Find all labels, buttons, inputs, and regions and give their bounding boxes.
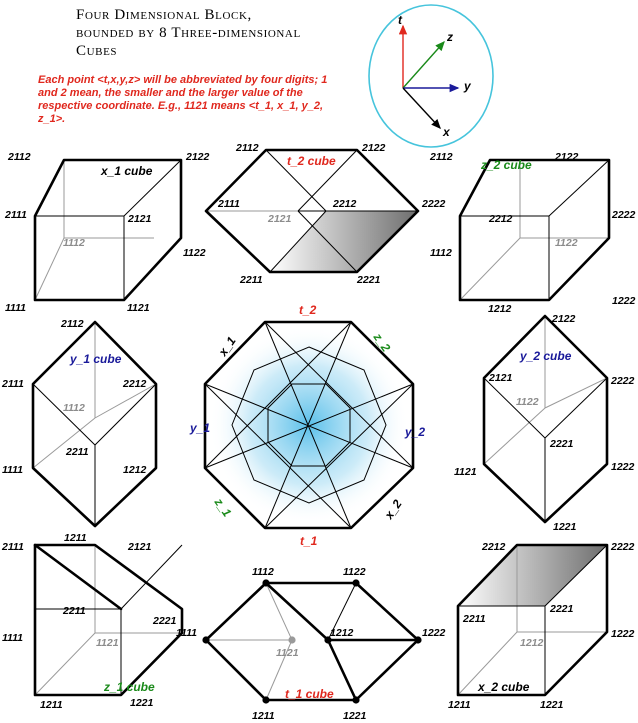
- z2-label-2112: 2112: [430, 151, 453, 163]
- t1-label-1122: 1122: [343, 566, 366, 578]
- y1-cube-name: y_1 cube: [70, 352, 122, 366]
- z1-cube-name: z_1 cube: [104, 680, 155, 694]
- x1-label-2111: 2111: [5, 209, 27, 221]
- t2-label-2111: 2111: [218, 198, 240, 210]
- cube-t2: [206, 142, 446, 286]
- t-axis-label: t: [398, 13, 402, 27]
- center-label-z2: z_2: [370, 330, 394, 355]
- z2-label-1212: 1212: [488, 303, 512, 315]
- t2-label-2221: 2221: [357, 274, 381, 286]
- z2-label-2222: 2222: [612, 209, 636, 221]
- y2-label-1121: 1121: [454, 466, 477, 478]
- z1-label-1121: 1121: [96, 637, 119, 649]
- x2-cube-name: x_2 cube: [478, 680, 530, 694]
- cube-t1: [176, 566, 446, 722]
- y2-cube-name: y_2 cube: [520, 349, 572, 363]
- cube-y1: [1, 318, 156, 544]
- x2-label-2212: 2212: [482, 541, 506, 553]
- x2-shaded-face: [458, 545, 607, 606]
- y2-label-1122: 1122: [516, 396, 539, 408]
- z2-label-1122: 1122: [555, 237, 578, 249]
- x1-label-2121: 2121: [128, 213, 152, 225]
- y-axis-label: y: [464, 79, 471, 93]
- t2-label-2211: 2211: [240, 274, 263, 286]
- y1-label-2112: 2112: [61, 318, 84, 330]
- abbreviation-note: Each point <t,x,y,z> will be abbreviated by four digits; 1 and 2 mean, the smaller and the larger value of the respective coordinate. E.g., 1121 means <t_1, x_1, y_2, z_1>.: [38, 74, 328, 125]
- z2-cube-name: z_2 cube: [481, 158, 532, 172]
- t2-shaded-face: [270, 211, 418, 272]
- x1-label-1112: 1112: [63, 237, 85, 249]
- y1-label-1112: 1112: [63, 402, 85, 414]
- y2-label-2221: 2221: [550, 438, 574, 450]
- cube-z2: [429, 151, 636, 315]
- z1-label-1221: 1221: [130, 697, 154, 709]
- t2-label-2112: 2112: [236, 142, 259, 154]
- y1-label-2111: 2111: [2, 378, 24, 390]
- z1-label-1111: 1111: [2, 632, 24, 644]
- x2-label-1221: 1221: [540, 699, 564, 711]
- z2-label-2212: 2212: [489, 213, 513, 225]
- cube-z1: [1, 541, 182, 711]
- t1-label-1221: 1221: [343, 710, 367, 722]
- cube-x2: [448, 541, 635, 711]
- center-label-z1: z_1: [211, 495, 235, 520]
- y2-label-1222: 1222: [611, 461, 635, 473]
- y1-label-1211: 1211: [64, 532, 87, 544]
- y1-label-2211: 2211: [66, 446, 89, 458]
- y2-label-1221: 1221: [553, 521, 577, 533]
- t2-label-2212: 2212: [333, 198, 357, 210]
- x-axis-arrow: [403, 88, 440, 128]
- t2-cube-name: t_2 cube: [287, 154, 336, 168]
- x2-label-2221: 2221: [550, 603, 574, 615]
- x1-label-1122: 1122: [183, 247, 206, 259]
- z1-label-1211: 1211: [40, 699, 63, 711]
- x1-cube-name: x_1 cube: [101, 164, 153, 178]
- t1-label-1212: 1212: [330, 627, 354, 639]
- t2-label-2222: 2222: [422, 198, 446, 210]
- t1-cube-name: t_1 cube: [285, 687, 334, 701]
- t2-label-2121: 2121: [268, 213, 292, 225]
- x2-label-1222: 1222: [611, 628, 635, 640]
- center-label-x1: x_1: [215, 334, 239, 359]
- title-line-3: Cubes: [76, 43, 118, 59]
- cube-y2: [454, 313, 635, 533]
- x1-label-2122: 2122: [186, 151, 210, 163]
- t1-label-1121: 1121: [276, 647, 299, 659]
- x1-label-1121: 1121: [127, 302, 150, 314]
- x2-label-1212: 1212: [520, 637, 544, 649]
- center-label-y2: y_2: [405, 425, 426, 439]
- z1-label-2221: 2221: [153, 615, 177, 627]
- z-axis-arrow: [403, 42, 444, 88]
- y1-label-1212: 1212: [123, 464, 147, 476]
- t2-label-2122: 2122: [362, 142, 386, 154]
- x-axis-label: x: [443, 125, 450, 139]
- z1-label-2111: 2111: [2, 541, 24, 553]
- x2-label-2211: 2211: [463, 613, 486, 625]
- y1-label-1111: 1111: [2, 464, 24, 476]
- x1-label-2112: 2112: [8, 151, 31, 163]
- axes-icon: [369, 5, 493, 147]
- z2-label-1112: 1112: [430, 247, 452, 259]
- z1-label-2121: 2121: [128, 541, 152, 553]
- t1-label-1111: 1111: [176, 627, 198, 639]
- z1-label-2211: 2211: [63, 605, 86, 617]
- center-glow: [209, 325, 409, 525]
- z2-label-1222: 1222: [612, 295, 636, 307]
- x2-label-2222: 2222: [611, 541, 635, 553]
- x2-label-1211: 1211: [448, 699, 471, 711]
- z2-label-2122: 2122: [555, 151, 579, 163]
- y2-label-2121: 2121: [489, 372, 513, 384]
- center-label-t2: t_2: [299, 303, 317, 317]
- axes-ellipse: [369, 5, 493, 147]
- title-line-2: bounded by 8 Three-dimensional: [76, 25, 301, 41]
- x1-label-1111: 1111: [5, 302, 27, 314]
- tesseract-center: [189, 303, 425, 548]
- title-line-1: Four Dimensional Block,: [76, 7, 252, 23]
- y2-label-2122: 2122: [552, 313, 576, 325]
- z-axis-label: z: [447, 30, 453, 44]
- center-label-y1: y_1: [190, 421, 211, 435]
- t1-label-1211: 1211: [252, 710, 275, 722]
- center-label-t1: t_1: [300, 534, 318, 548]
- y1-label-2212: 2212: [123, 378, 147, 390]
- cube-x1: [4, 151, 210, 314]
- t1-vertex-dots: [202, 579, 421, 703]
- t1-label-1112: 1112: [252, 566, 274, 578]
- t1-label-1222: 1222: [422, 627, 446, 639]
- center-label-x2: x_2: [381, 497, 405, 522]
- y2-label-2222: 2222: [611, 375, 635, 387]
